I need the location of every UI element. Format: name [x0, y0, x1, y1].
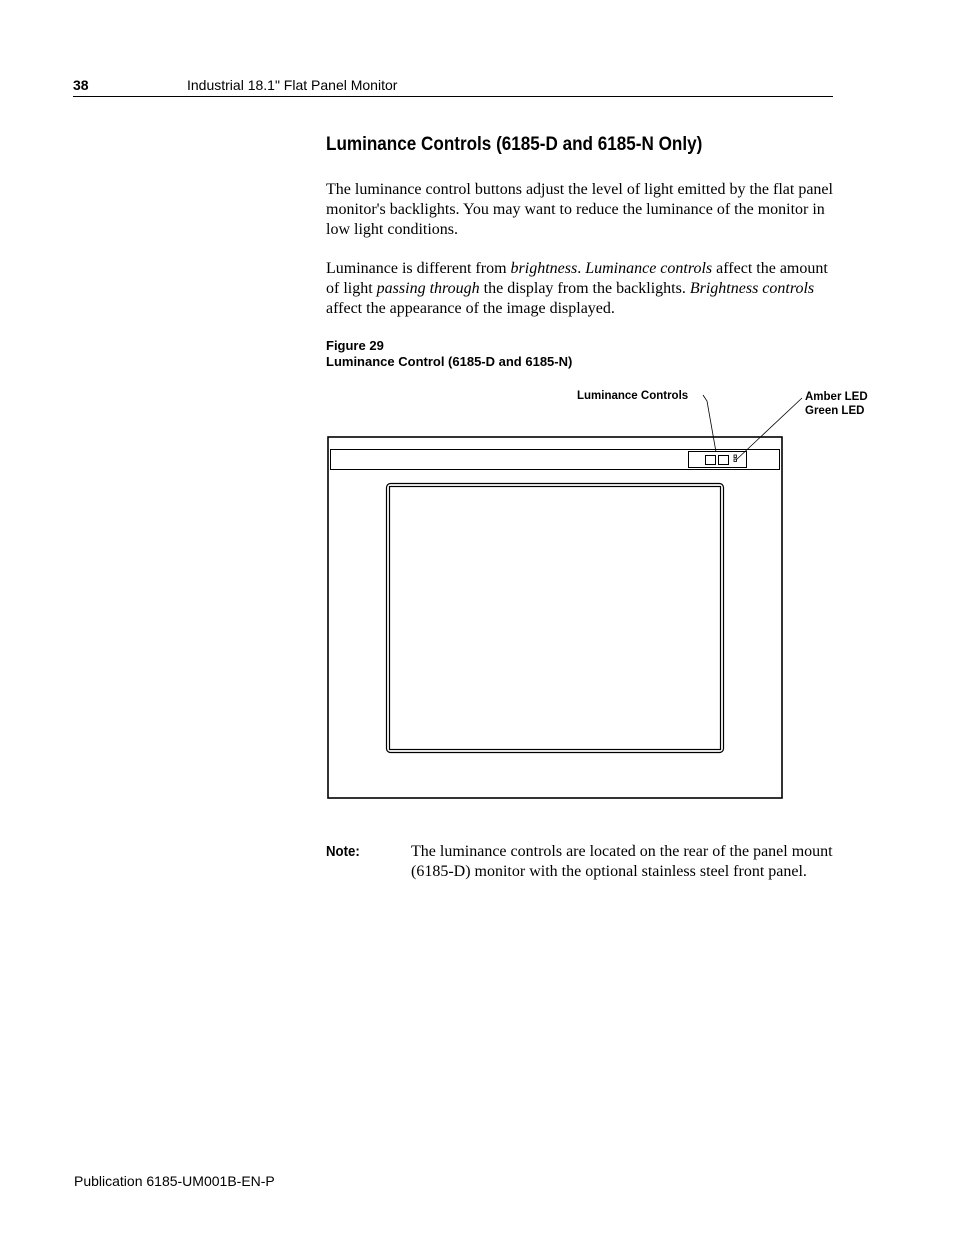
term-passing-through: passing through: [376, 280, 480, 297]
leader-luminance-controls: [703, 395, 716, 452]
section-title: Luminance Controls (6185-D and 6185-N Only): [326, 134, 703, 155]
callout-green-led: Green LED: [805, 405, 865, 417]
intro-paragraph: The luminance control buttons adjust the level of light emitted by the flat panel monitor's backlights. You may want to reduce the luminance of the monitor in low light conditions.: [326, 181, 833, 238]
term-luminance-controls: Luminance controls: [585, 260, 713, 277]
green-led-icon: [734, 455, 737, 458]
figure-title: Luminance Control (6185-D and 6185-N): [326, 354, 573, 369]
para-text: .: [577, 260, 586, 277]
para-text: Luminance is different from: [326, 260, 511, 277]
callout-luminance-controls: Luminance Controls: [577, 390, 689, 402]
para-text: affect the appearance of the image displayed.: [326, 300, 615, 317]
running-title: Industrial 18.1" Flat Panel Monitor: [187, 77, 398, 93]
para-text: affect the amount of light: [326, 260, 828, 297]
callout-amber-led: Amber LED: [805, 391, 868, 403]
leader-led: [736, 398, 802, 460]
para-text: the display from the backlights.: [479, 280, 690, 297]
control-panel: [689, 452, 747, 468]
term-brightness-controls: Brightness controls: [689, 280, 815, 297]
monitor-bezel: [328, 437, 782, 798]
screen-inner: [390, 487, 721, 750]
note-label: Note:: [326, 843, 360, 860]
control-strip: [331, 450, 780, 470]
page-footer: Publication 6185-UM001B-EN-P: [74, 1173, 275, 1189]
screen-outer: [387, 484, 724, 753]
page-number: 38: [73, 77, 89, 93]
term-brightness: brightness: [510, 260, 578, 277]
figure-number: Figure 29: [326, 338, 384, 353]
luminance-button-down: [706, 456, 716, 465]
note-text: The luminance controls are located on the rear of the panel mount (6185-D) monitor with the optional stainless steel front panel.: [411, 843, 833, 880]
luminance-button-up: [719, 456, 729, 465]
